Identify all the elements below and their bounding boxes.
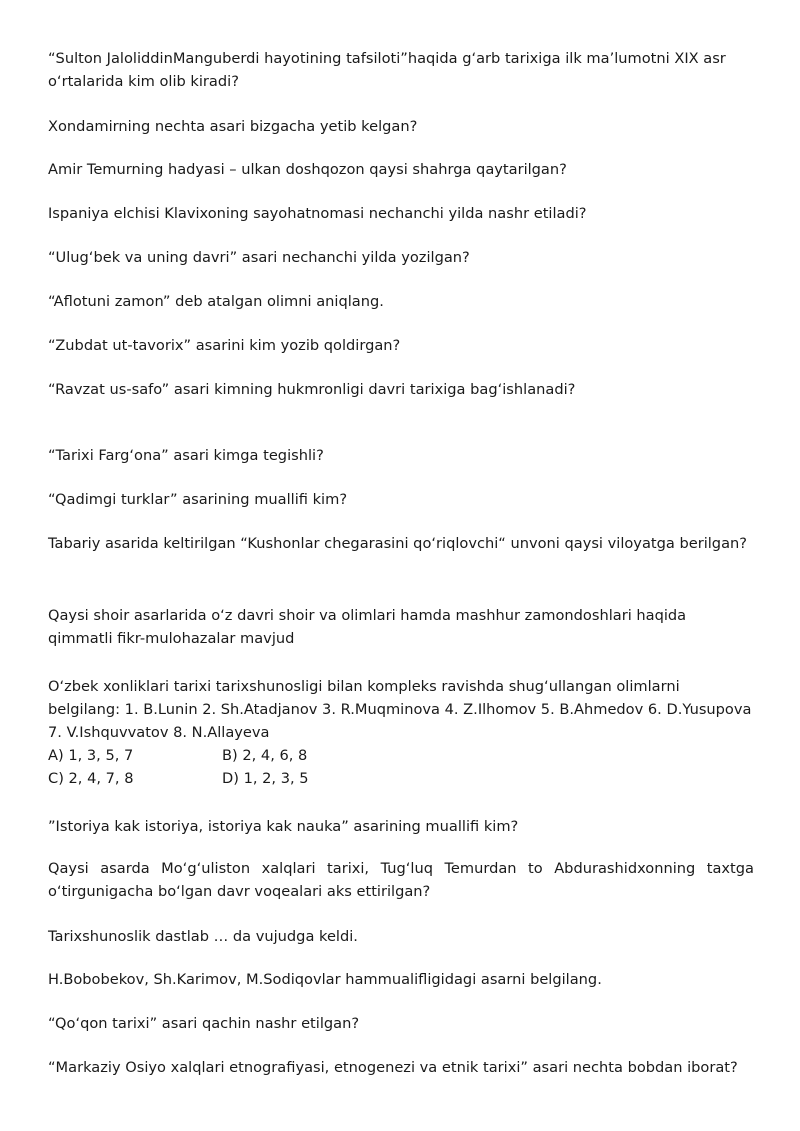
- question-16: Tarixshunoslik dastlab … da vujudga keldi.: [48, 928, 358, 945]
- question-12: Qaysi shoir asarlarida o‘z davri shoir va olimlari hamda mashhur zamondoshlari haqida qimmatli fikr-mulohazalar mavjud: [48, 607, 687, 647]
- question-17: H.Bobobekov, Sh.Karimov, M.Sodiqovlar hammualifligidagi asarni belgilang.: [48, 971, 602, 988]
- question-18: “Qo‘qon tarixi” asari qachin nashr etilgan?: [48, 1015, 360, 1032]
- question-15: Qaysi asarda Mo‘g‘uliston xalqlari tarixi, Tug‘luq Temurdan to Abdurashidxonning taxtga o‘tirgunigacha bo‘lgan davr voqealari aks ettirilgan?: [48, 860, 754, 900]
- answer-option-d: D) 1, 2, 3, 5: [222, 770, 309, 787]
- question-1: “Sulton JaloliddinManguberdi hayotining tafsiloti”haqida g‘arb tarixiga ilk ma’lumotni XIX asr o‘rtalarida kim olib kiradi?: [48, 50, 726, 90]
- question-14: ”Istoriya kak istoriya, istoriya kak nauka” asarining muallifi kim?: [48, 818, 519, 835]
- question-7: “Zubdat ut-tavorix” asarini kim yozib qoldirgan?: [48, 337, 401, 354]
- question-9: “Tarixi Farg‘ona” asari kimga tegishli?: [48, 447, 324, 464]
- question-2: Xondamirning nechta asari bizgacha yetib kelgan?: [48, 118, 418, 135]
- question-4: Ispaniya elchisi Klavixoning sayohatnomasi nechanchi yilda nashr etiladi?: [48, 205, 587, 222]
- question-10: “Qadimgi turklar” asarining muallifi kim?: [48, 491, 348, 508]
- answer-option-c: C) 2, 4, 7, 8: [48, 770, 134, 787]
- answer-row: [48, 744, 448, 767]
- answer-options: [48, 744, 448, 790]
- answer-row: [48, 767, 448, 790]
- question-11: Tabariy asarida keltirilgan “Kushonlar chegarasini qo‘riqlovchi“ unvoni qaysi viloyatga berilgan?: [48, 535, 748, 552]
- question-3: Amir Temurning hadyasi – ulkan doshqozon qaysi shahrga qaytarilgan?: [48, 161, 567, 178]
- answer-option-b: B) 2, 4, 6, 8: [222, 747, 308, 764]
- question-19: “Markaziy Osiyo xalqlari etnografiyasi, etnogenezi va etnik tarixi” asari nechta bobdan iborat?: [48, 1059, 738, 1076]
- answer-option-a: A) 1, 3, 5, 7: [48, 747, 134, 764]
- question-6: “Aflotuni zamon” deb atalgan olimni aniqlang.: [48, 293, 384, 310]
- question-13: O‘zbek xonliklari tarixi tarixshunosligi bilan kompleks ravishda shug‘ullangan olimlarni belgilang: 1. B.Lunin 2. Sh.Atadjanov 3. R.Muqminova 4. Z.Ilhomov 5. B.Ahmedov 6. D.Yusupova 7. V.Ishquvvatov 8. N.Allayeva: [48, 678, 752, 741]
- question-5: “Ulug‘bek va uning davri” asari nechanchi yilda yozilgan?: [48, 249, 470, 266]
- question-8: “Ravzat us-safo” asari kimning hukmronligi davri tarixiga bag‘ishlanadi?: [48, 381, 576, 398]
